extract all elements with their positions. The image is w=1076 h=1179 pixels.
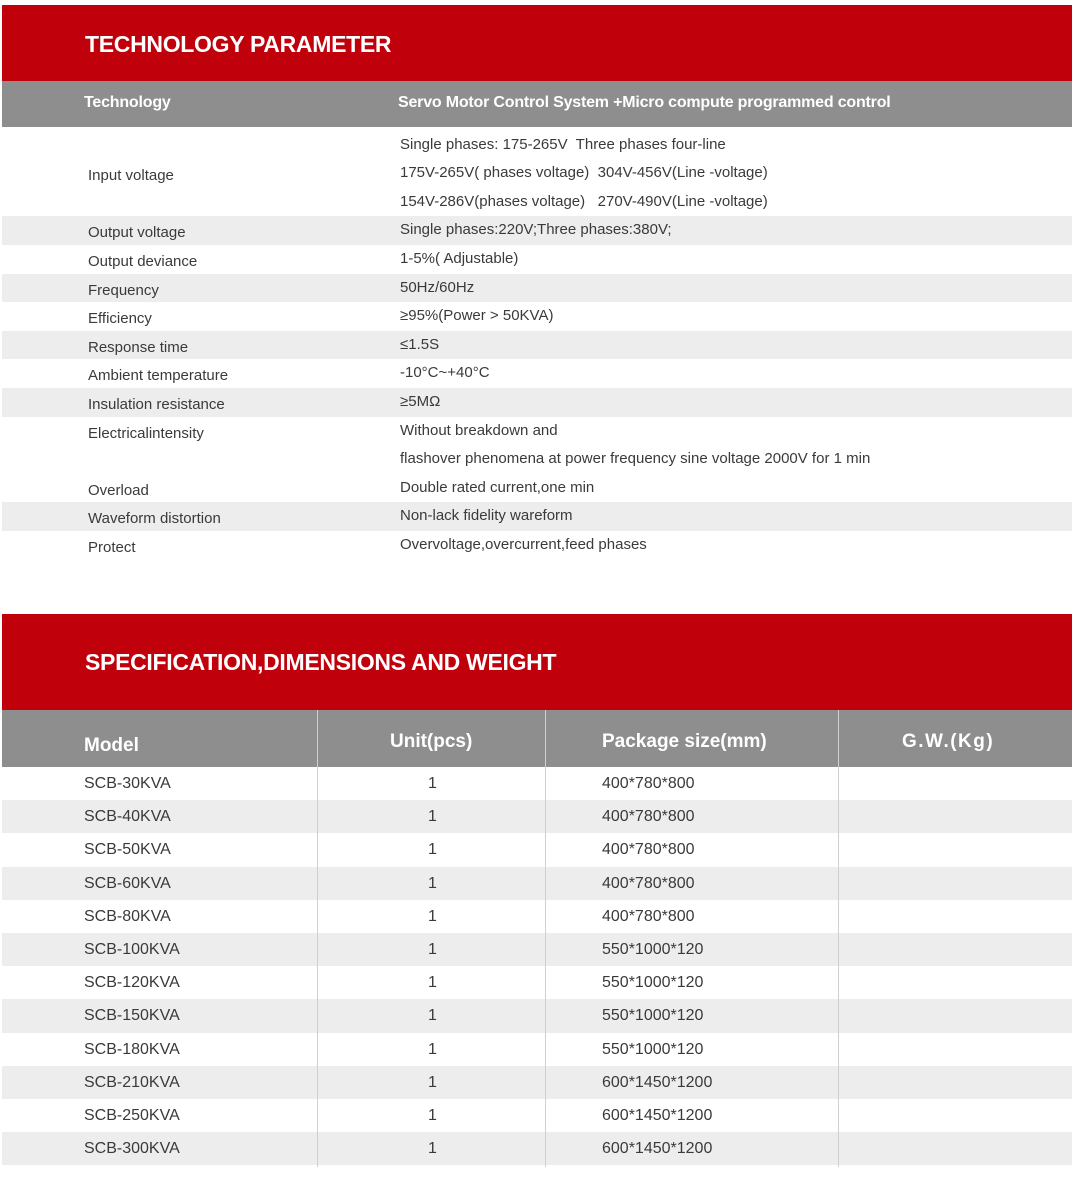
- technology-banner: [2, 5, 1072, 81]
- package-size-cell: 400*780*800: [602, 841, 695, 859]
- table-row: [2, 1132, 1072, 1165]
- column-header-model: Model: [84, 735, 139, 756]
- unit-cell: 1: [428, 1073, 437, 1091]
- parameter-row: [2, 388, 1072, 417]
- unit-cell: 1: [428, 841, 437, 859]
- parameter-value: flashover phenomena at power frequency sine voltage 2000V for 1 min: [400, 450, 871, 468]
- parameter-value: 154V-286V(phases voltage) 270V-490V(Line -voltage): [400, 192, 768, 210]
- technology-header-label: Technology: [84, 94, 171, 111]
- parameter-label: Input voltage: [88, 167, 174, 185]
- model-cell: SCB-210KVA: [84, 1073, 180, 1091]
- technology-title: TECHNOLOGY PARAMETER: [85, 31, 392, 57]
- parameter-value: Without breakdown and: [400, 421, 558, 439]
- parameter-label: Electricalintensity: [88, 424, 204, 442]
- parameter-label: Efficiency: [88, 310, 152, 328]
- unit-cell: 1: [428, 808, 437, 826]
- model-cell: SCB-300KVA: [84, 1140, 180, 1158]
- column-header-unit: Unit(pcs): [390, 731, 473, 752]
- parameter-value: Overvoltage,overcurrent,feed phases: [400, 536, 647, 553]
- parameter-label: Response time: [88, 338, 189, 356]
- unit-cell: 1: [428, 1007, 437, 1025]
- table-row: [2, 800, 1072, 833]
- parameter-value: ≤1.5S: [400, 335, 440, 353]
- package-size-cell: 600*1450*1200: [602, 1107, 713, 1124]
- table-row: [2, 966, 1072, 999]
- parameter-label: Overload: [88, 481, 149, 499]
- column-header-package: Package size(mm): [602, 731, 767, 752]
- parameter-row: [2, 216, 1072, 245]
- table-row: [2, 833, 1072, 866]
- parameter-value: 175V-265V( phases voltage) 304V-456V(Line -voltage): [400, 164, 768, 182]
- table-row: [2, 867, 1072, 900]
- model-cell: SCB-100KVA: [84, 941, 180, 958]
- table-row: [2, 1033, 1072, 1066]
- column-divider: [838, 710, 839, 1167]
- table-row: [2, 1099, 1072, 1132]
- package-size-cell: 550*1000*120: [602, 1040, 704, 1058]
- model-cell: SCB-80KVA: [84, 907, 171, 925]
- parameter-row: [2, 331, 1072, 360]
- parameter-value: Double rated current,one min: [400, 478, 595, 496]
- parameter-value: ≥5MΩ: [400, 393, 441, 410]
- parameter-row: [2, 474, 1072, 503]
- package-size-cell: 550*1000*120: [602, 974, 704, 992]
- parameter-value: -10°C~+40°C: [400, 364, 490, 382]
- unit-cell: 1: [428, 874, 437, 892]
- parameter-label: Protect: [88, 539, 136, 556]
- model-cell: SCB-30KVA: [84, 775, 171, 792]
- column-divider: [317, 710, 318, 1167]
- package-size-cell: 600*1450*1200: [602, 1140, 713, 1158]
- model-cell: SCB-50KVA: [84, 841, 171, 859]
- package-size-cell: 400*780*800: [602, 907, 695, 925]
- parameter-value: Single phases: 175-265V Three phases four-line: [400, 135, 726, 153]
- model-cell: SCB-40KVA: [84, 808, 171, 826]
- model-cell: SCB-180KVA: [84, 1040, 180, 1058]
- package-size-cell: 550*1000*120: [602, 941, 704, 958]
- table-row: [2, 1066, 1072, 1099]
- model-cell: SCB-250KVA: [84, 1107, 180, 1124]
- parameter-row: [2, 531, 1072, 560]
- spec-header-row: [2, 710, 1072, 767]
- parameter-label: Waveform distortion: [88, 510, 221, 528]
- table-row: [2, 767, 1072, 800]
- specification-banner: [2, 614, 1072, 710]
- technology-header-value: Servo Motor Control System +Micro compute programmed control: [398, 94, 891, 111]
- parameter-row: [2, 302, 1072, 331]
- column-divider: [545, 710, 546, 1167]
- package-size-cell: 550*1000*120: [602, 1007, 704, 1025]
- parameter-label: Insulation resistance: [88, 396, 225, 413]
- column-header-weight: G.W.(Kg): [902, 731, 995, 752]
- parameter-row: [2, 131, 1072, 217]
- parameter-row: [2, 417, 1072, 474]
- parameter-value: Single phases:220V;Three phases:380V;: [400, 221, 672, 239]
- unit-cell: 1: [428, 1140, 437, 1158]
- unit-cell: 1: [428, 907, 437, 925]
- model-cell: SCB-150KVA: [84, 1007, 180, 1025]
- model-cell: SCB-120KVA: [84, 974, 180, 992]
- table-row: [2, 999, 1072, 1032]
- package-size-cell: 400*780*800: [602, 808, 695, 826]
- parameter-row: [2, 245, 1072, 274]
- parameter-label: Output voltage: [88, 224, 186, 242]
- parameter-row: [2, 502, 1072, 531]
- parameter-label: Output deviance: [88, 253, 198, 270]
- unit-cell: 1: [428, 1107, 437, 1124]
- table-row: [2, 900, 1072, 933]
- parameter-row: [2, 359, 1072, 388]
- technology-header-row: [2, 81, 1072, 127]
- parameter-row: [2, 274, 1072, 303]
- parameter-value: 1-5%( Adjustable): [400, 250, 519, 267]
- parameter-value: Non-lack fidelity wareform: [400, 507, 573, 525]
- parameter-label: Ambient temperature: [88, 367, 229, 385]
- unit-cell: 1: [428, 941, 437, 958]
- package-size-cell: 600*1450*1200: [602, 1073, 713, 1091]
- unit-cell: 1: [428, 974, 437, 992]
- parameter-value: ≥95%(Power > 50KVA): [400, 307, 554, 325]
- specification-title: SPECIFICATION,DIMENSIONS AND WEIGHT: [85, 649, 557, 675]
- unit-cell: 1: [428, 1040, 437, 1058]
- parameter-value: 50Hz/60Hz: [400, 278, 475, 296]
- package-size-cell: 400*780*800: [602, 874, 695, 892]
- unit-cell: 1: [428, 775, 437, 792]
- table-row: [2, 933, 1072, 966]
- package-size-cell: 400*780*800: [602, 775, 695, 792]
- model-cell: SCB-60KVA: [84, 874, 171, 892]
- parameter-label: Frequency: [88, 281, 159, 299]
